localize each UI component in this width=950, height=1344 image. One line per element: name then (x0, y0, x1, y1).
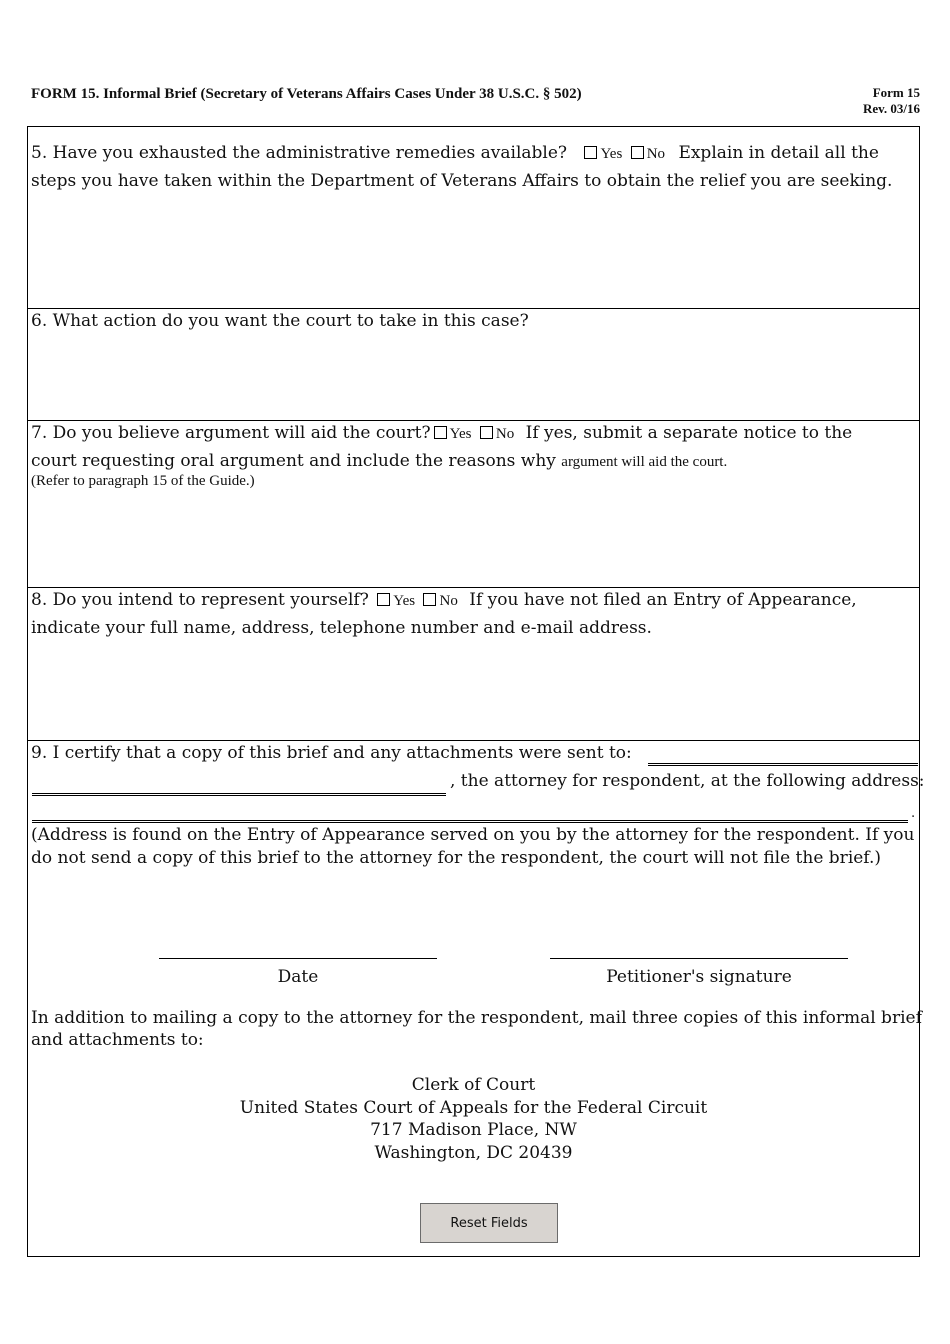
signature-line[interactable] (550, 958, 848, 959)
form-title: FORM 15. Informal Brief (Secretary of Veterans Affairs Cases Under 38 U.S.C. § 502) (31, 86, 582, 102)
q8-no-label: No (439, 593, 458, 609)
date-label: Date (277, 967, 319, 987)
q5-no-label: No (646, 146, 666, 162)
question-7-text: 7. Do you believe argument will aid the court? (31, 423, 431, 443)
q8-yes-label: Yes (393, 593, 416, 609)
q8-no-checkbox[interactable] (423, 593, 436, 606)
question-7-line-3: (Refer to paragraph 15 of the Guide.) (31, 473, 255, 489)
question-8-line-1 (31, 586, 857, 615)
recipient-name-field[interactable] (648, 763, 918, 766)
form-frame (27, 126, 925, 1257)
attorney-name-field[interactable] (32, 793, 446, 796)
question-5-text: 5. Have you exhausted the administrative remedies available? (31, 143, 568, 163)
date-line[interactable] (159, 958, 437, 959)
address-line-2: United States Court of Appeals for the Federal Circuit (239, 1097, 708, 1118)
question-7-line-1 (31, 419, 852, 448)
question-5-line-2: steps you have taken within the Department of Veterans Affairs to obtain the relief you are seeking. (31, 171, 893, 191)
q7-no-label: No (495, 426, 515, 442)
question-8-line-2: indicate your full name, address, telephone number and e-mail address. (31, 618, 652, 638)
attorney-address-field[interactable] (32, 820, 908, 823)
mailing-line-1: In addition to mailing a copy to the attorney for the respondent, mail three copies of this informal brief (31, 1008, 922, 1028)
q8-tail-text: If you have not filed an Entry of Appearance, (469, 590, 857, 610)
attorney-text: , the attorney for respondent, at the following address: (450, 771, 925, 791)
question-6-text: 6. What action do you want the court to take in this case? (31, 311, 529, 331)
question-8-text: 8. Do you intend to represent yourself? (31, 590, 369, 610)
clerk-address (28, 1074, 919, 1164)
question-5-line-1 (31, 139, 879, 168)
q5-yes-checkbox[interactable] (584, 146, 597, 159)
q5-no-checkbox[interactable] (631, 146, 644, 159)
q7-line-2a: court requesting oral argument and include the reasons why (31, 451, 556, 471)
address-line-4: Washington, DC 20439 (374, 1142, 573, 1163)
address-note-line-1: (Address is found on the Entry of Appearance served on you by the attorney for the respondent. If you (31, 825, 915, 845)
reset-fields-button[interactable]: Reset Fields (420, 1203, 558, 1243)
q7-no-checkbox[interactable] (480, 426, 493, 439)
address-note-line-2: do not send a copy of this brief to the attorney for the respondent, the court will not file the brief.) (31, 848, 882, 868)
q5-explain-text: Explain in detail all the (678, 143, 879, 163)
form-number: Form 15 (872, 85, 920, 100)
question-9-certify: 9. I certify that a copy of this brief and any attachments were sent to: (31, 743, 632, 763)
q8-yes-checkbox[interactable] (377, 593, 390, 606)
form-revision: Rev. 03/16 (862, 101, 920, 116)
q7-yes-label: Yes (449, 426, 472, 442)
mailing-line-2: and attachments to: (31, 1030, 204, 1050)
q7-line-2b: argument will aid the court. (561, 454, 728, 470)
q5-yes-label: Yes (600, 146, 623, 162)
form-number-block (863, 85, 920, 117)
address-period: . (911, 806, 916, 821)
q7-yes-checkbox[interactable] (434, 426, 447, 439)
signature-label: Petitioner's signature (606, 967, 792, 987)
address-line-1: Clerk of Court (411, 1075, 536, 1095)
q7-tail-text: If yes, submit a separate notice to the (525, 423, 853, 443)
address-line-3: 717 Madison Place, NW (370, 1120, 577, 1140)
